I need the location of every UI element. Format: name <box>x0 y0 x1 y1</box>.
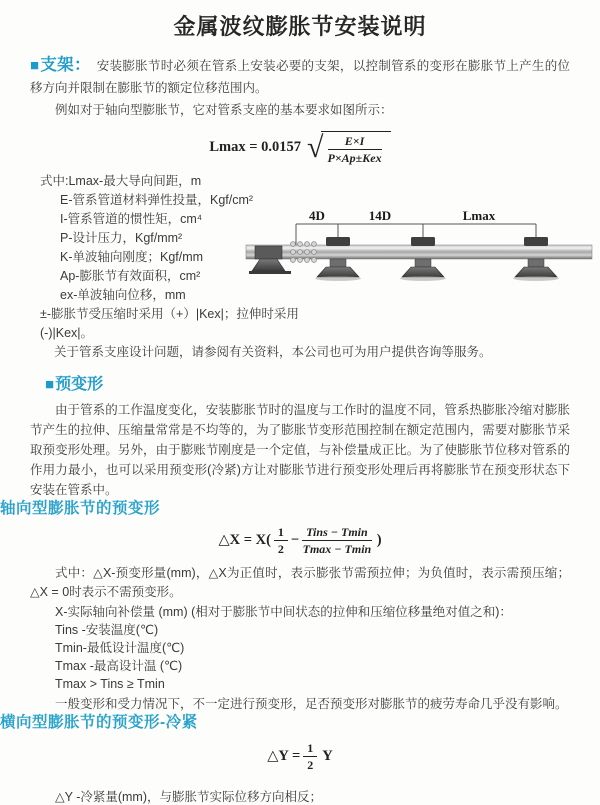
support-note-line: 关于管系支座设计问题，请参阅有关资料，本公司也可为用户提供咨询等服务。 <box>54 345 492 359</box>
dim-label-lmax: Lmax <box>462 208 496 223</box>
section-marker-icon: ■ <box>45 376 55 393</box>
variable-line: X-实际轴向补偿量 (mm) (相对于膨胀节中间状态的拉伸和压缩位移量绝对值之和)： <box>55 605 512 619</box>
lmax-formula-radicand <box>321 131 391 165</box>
support-example-line: 例如对于轴向型膨胀节，它对管系支座的基本要求如图所示： <box>55 103 393 117</box>
variable-line: Tmax -最高设计温 (℃) <box>55 659 183 673</box>
definition-line: K-单波轴向刚度；Kgf/mm <box>60 250 204 264</box>
page-title: 金属波纹膨胀节安装说明 <box>173 14 427 39</box>
variable-line: Tins -安装温度(℃) <box>55 623 159 637</box>
section-marker-icon: ■ <box>30 57 40 74</box>
lateral-formula-suffix: Y <box>322 748 333 764</box>
axial-formula-prefix: △X = X( <box>218 532 271 548</box>
one-half-fraction: $\frac{1}{2}$ <box>303 741 317 772</box>
dim-label-4d: 4D <box>309 208 325 223</box>
definition-line: ex-单波轴向位移，mm <box>60 288 186 302</box>
axial-formula-minus: − <box>290 532 300 548</box>
axial-variable-list <box>55 603 570 693</box>
lateral-coldspring-formula <box>0 739 600 773</box>
one-half-fraction: $\frac{1}{2}$ <box>274 525 288 556</box>
definition-line: ±-膨胀节受压缩时采用（+）|Kex|；拉伸时采用(-)|Kex|。 <box>40 307 299 340</box>
variable-line: Tmin-最低设计温度(℃) <box>55 641 185 655</box>
temperature-fraction: $\frac{\text{Tins − Tmin}}{Tmax - Tmin}$ <box>302 525 372 557</box>
definition-line: E-管系管道材料弹性投量，Kgf/cm² <box>60 193 254 207</box>
lmax-formula <box>0 127 600 167</box>
support-requirement-diagram <box>246 209 596 283</box>
lateral-subheading: 横向型膨胀节的预变形-冷紧 <box>0 714 198 731</box>
support-section-title: 支架： <box>40 56 91 74</box>
axial-formula-suffix: ) <box>376 532 382 548</box>
axial-conclusion-line: 一般变形和受力情况下，不一定进行预变形，足否预变形对膨胀节的疲劳寿命几乎没有影响。 <box>55 697 568 711</box>
lmax-formula-lhs: Lmax = 0.0157 <box>209 139 302 155</box>
predeform-body-paragraph: 由于管系的工作温度变化，安装膨胀节时的温度与工作时的温度不同，管系热膨胀冷缩对膨胀节产生的拉伸、压缩量常常是不均等的，为了膨胀节变形范围控制在额定范围内，需要对膨胀节采取预变形处理。另外，由于膨账节刚度是一个定值，与补偿量成正比。为了使膨胀节位移对管系的作用力最小，也可以采用预变形(冷紧)方让对膨胀节进行预变形处理后再将膨胀节在预变形状态下安装在管系中。 <box>30 403 570 497</box>
definition-line: I-管系管道的惯性矩，cm⁴ <box>60 212 203 226</box>
predeform-section-title: 预变形 <box>55 376 104 393</box>
definition-line: 式中:Lmax-最大导向间距，m <box>40 174 202 188</box>
document-page <box>0 14 600 804</box>
definition-line: Ap-膨胀节有效面积，cm² <box>60 269 201 283</box>
lmax-formula-denominator: P×Ap±Kex <box>327 150 382 165</box>
lateral-formula-prefix: △Y = <box>267 748 301 764</box>
sqrt-radical-icon: √ <box>307 130 324 164</box>
support-intro-text: 安装膨胀节时必须在管系上安装必要的支架，以控制管系的变形在膨胀节上产生的位移方向并限制在膨胀节的额定位移范围内。 <box>30 59 570 95</box>
predeform-section-heading <box>45 376 600 394</box>
axial-explain-paragraph: 式中：△X-预变形量(mm)，△X为正值时，表示膨张节需预拉伸；为负值时，表示需预压缩；△X = 0时表示不需预变形。 <box>30 566 570 599</box>
support-intro-paragraph <box>30 54 570 99</box>
axial-predeform-formula <box>0 522 600 558</box>
dim-label-14d: 14D <box>368 208 392 223</box>
lmax-formula-numerator: E×I <box>328 134 382 150</box>
axial-subheading: 轴向型膨胀节的预变形 <box>0 500 161 517</box>
definition-line: P-设计压力，Kgf/mm² <box>60 231 183 245</box>
variable-line: Tmax > Tins ≥ Tmin <box>55 677 165 691</box>
lateral-explain-line: △Y -冷紧量(mm)，与膨胀节实际位移方向相反； <box>55 790 323 804</box>
